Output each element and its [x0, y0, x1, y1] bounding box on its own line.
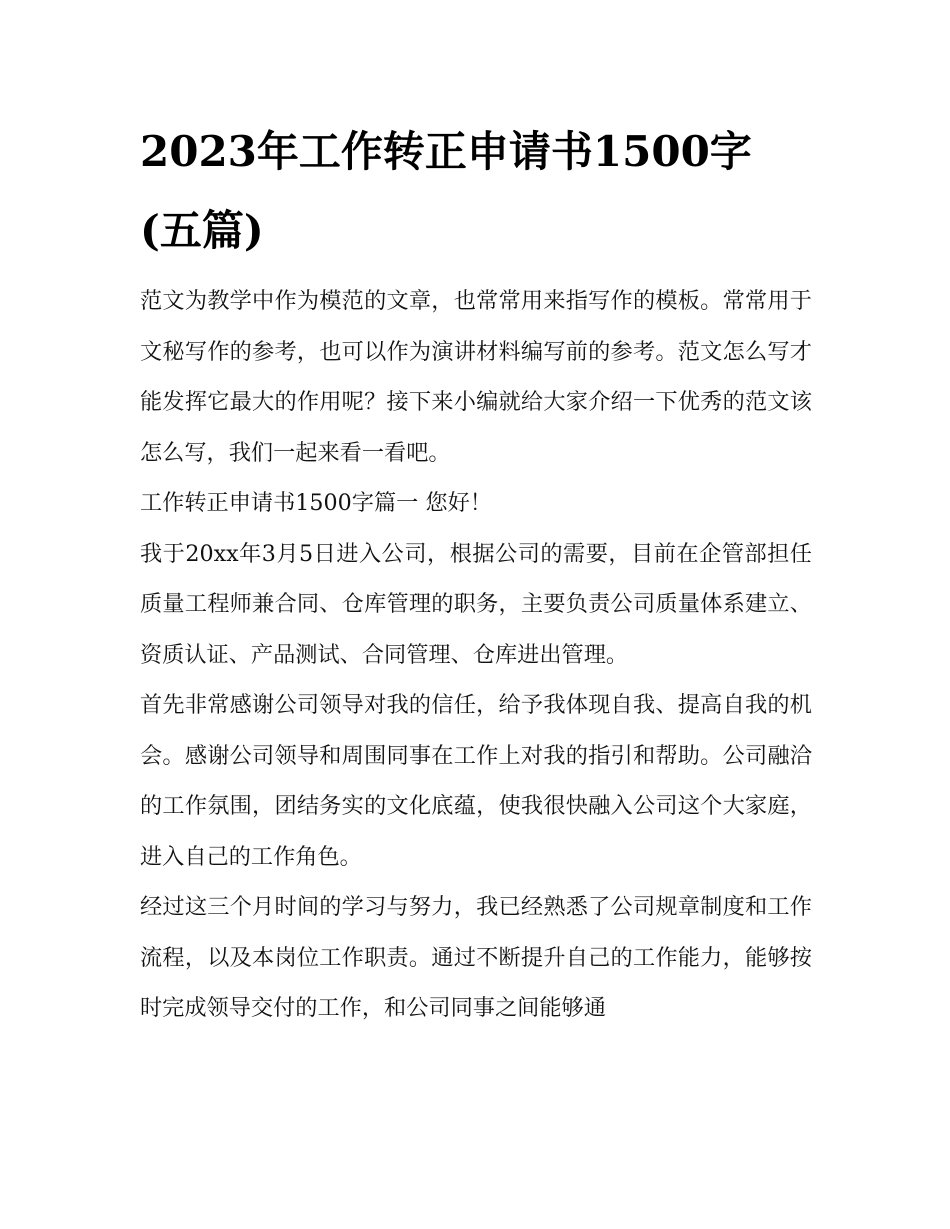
document-body — [140, 112, 812, 1034]
paragraph-section-heading: 工作转正申请书1500字篇一 您好！ — [140, 490, 492, 516]
paragraph-progress: 经过这三个月时间的学习与努力，我已经熟悉了公司规章制度和工作流程，以及本岗位工作职责。通过不断提升自己的工作能力，能够按时完成领导交付的工作，和公司同事之间能够通 — [140, 894, 812, 1021]
paragraph-intro: 范文为教学中作为模范的文章，也常常用来指写作的模板。常常用于文秘写作的参考，也可以作为演讲材料编写前的参考。范文怎么写才能发挥它最大的作用呢？接下来小编就给大家介绍一下优秀的范文该怎么写，我们一起来看一看吧。 — [140, 288, 812, 466]
document-title: 2023年工作转正申请书1500字(五篇) — [140, 127, 752, 255]
paragraph-employment: 我于20xx年3月5日进入公司，根据公司的需要，目前在企管部担任质量工程师兼合同、仓库管理的职务，主要负责公司质量体系建立、资质认证、产品测试、合同管理、仓库进出管理。 — [140, 540, 812, 668]
paragraph-thanks: 首先非常感谢公司领导对我的信任，给予我体现自我、提高自我的机会。感谢公司领导和周围同事在工作上对我的指引和帮助。公司融洽的工作氛围，团结务实的文化底蕴，使我很快融入公司这个大家庭，进入自己的工作角色。 — [140, 692, 812, 870]
